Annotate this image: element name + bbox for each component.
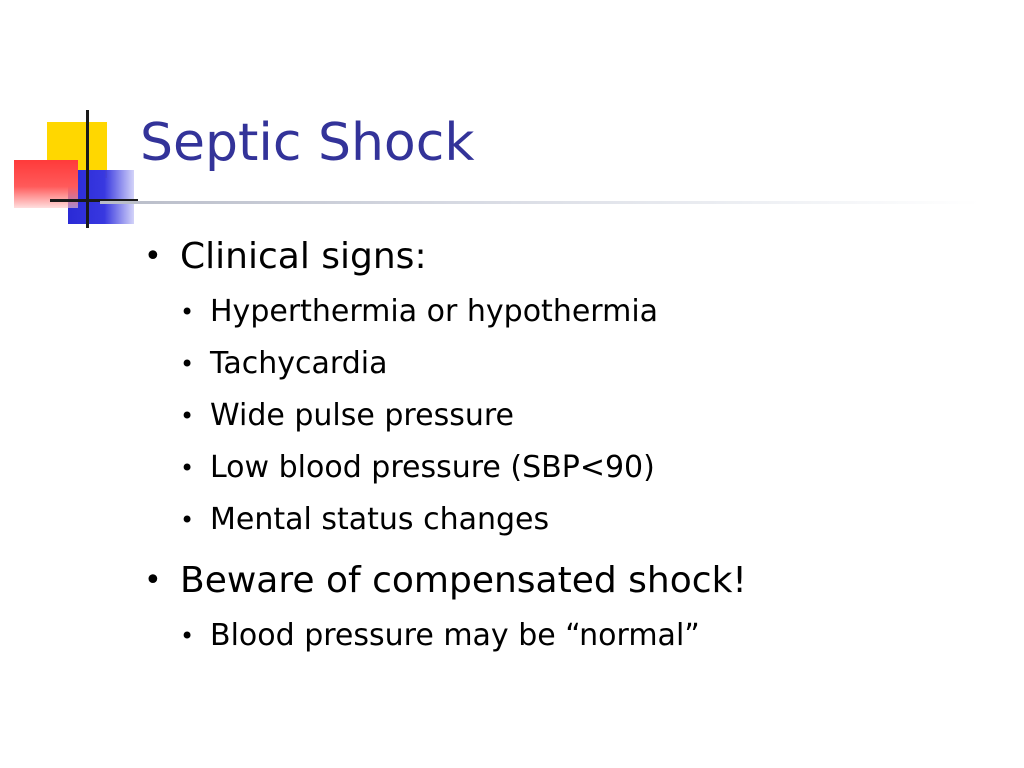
title-underline-rule: [100, 201, 980, 204]
sub-bullet-text: Blood pressure may be “normal”: [210, 618, 700, 653]
sub-bullet-item: [180, 390, 1002, 442]
sub-bullet-dot-icon: •: [180, 350, 195, 378]
bullet-dot-icon: •: [144, 239, 162, 274]
decorative-logo: [0, 0, 140, 240]
bullet-text: Clinical signs:: [180, 236, 427, 277]
slide-title: Septic Shock: [140, 113, 475, 173]
sub-bullet-item: [180, 610, 1002, 662]
slide-body: [142, 228, 1002, 668]
sub-bullet-dot-icon: •: [180, 402, 195, 430]
sub-bullet-dot-icon: •: [180, 298, 195, 326]
sub-bullet-text: Tachycardia: [210, 346, 388, 381]
bullet-dot-icon: •: [144, 563, 162, 598]
sub-bullet-text: Hyperthermia or hypothermia: [210, 294, 659, 329]
sub-bullet-item: [180, 338, 1002, 390]
sub-bullet-item: [180, 442, 1002, 494]
bullet-item: [142, 228, 1002, 546]
sub-bullet-dot-icon: •: [180, 454, 195, 482]
bullet-list: [142, 228, 1002, 662]
bullet-item: [142, 552, 1002, 662]
sub-bullet-dot-icon: •: [180, 622, 195, 650]
sub-bullet-item: [180, 494, 1002, 546]
sub-bullet-text: Low blood pressure (SBP<90): [210, 450, 655, 485]
bullet-text: Beware of compensated shock!: [180, 560, 747, 601]
sub-bullet-dot-icon: •: [180, 506, 195, 534]
sub-bullet-list: [180, 610, 1002, 662]
sub-bullet-text: Wide pulse pressure: [210, 398, 514, 433]
sub-bullet-text: Mental status changes: [210, 502, 550, 537]
sub-bullet-item: [180, 286, 1002, 338]
vertical-line-decoration: [86, 110, 89, 228]
sub-bullet-list: [180, 286, 1002, 546]
